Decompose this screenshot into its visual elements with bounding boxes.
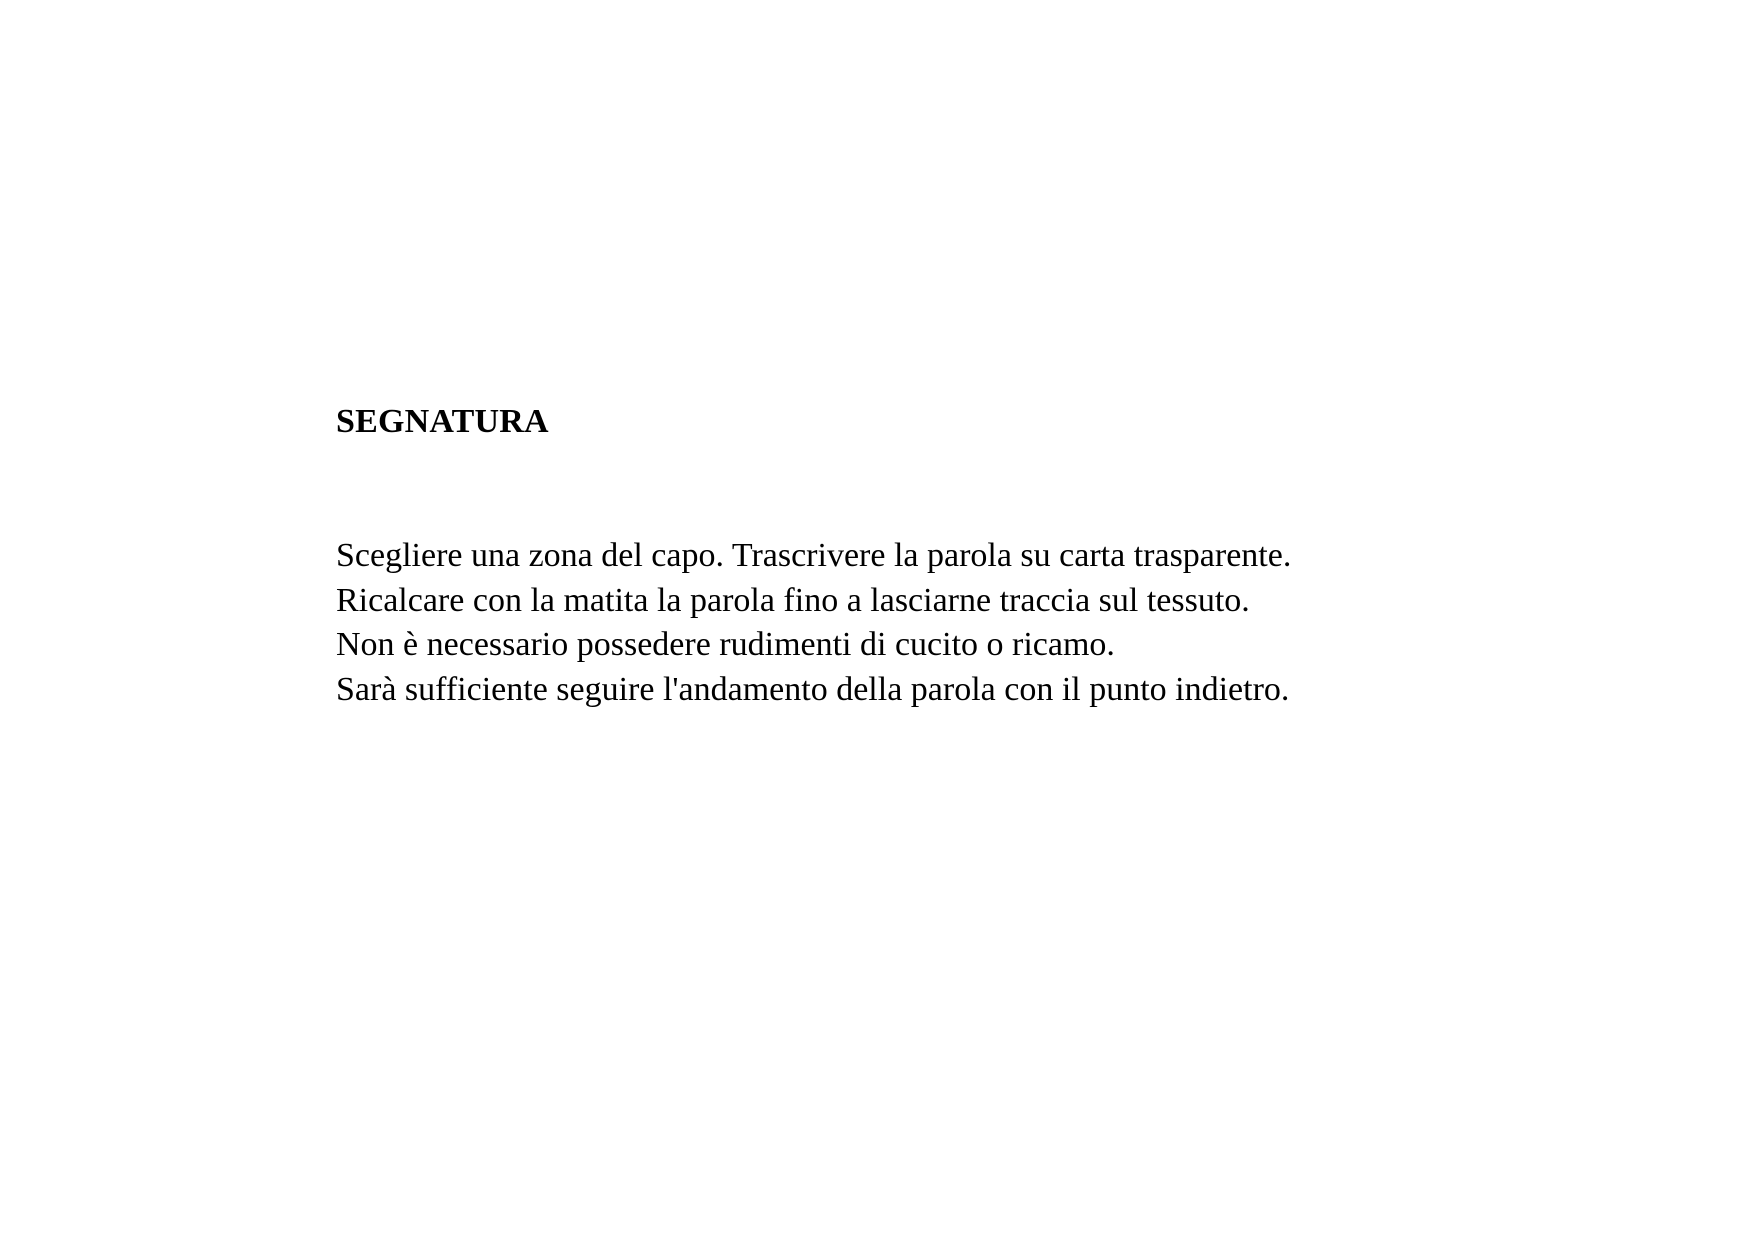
body-line: Scegliere una zona del capo. Trascrivere la parola su carta trasparente. (336, 537, 1292, 574)
body-line: Sarà sufficiente seguire l'andamento della parola con il punto indietro. (336, 670, 1290, 708)
body-line: Non è necessario possedere rudimenti di cucito o ricamo. (336, 626, 1115, 663)
document-body (336, 534, 1291, 712)
body-line: Ricalcare con la matita la parola fino a lasciarne traccia sul tessuto. (336, 581, 1250, 619)
document-title: SEGNATURA (336, 403, 549, 440)
